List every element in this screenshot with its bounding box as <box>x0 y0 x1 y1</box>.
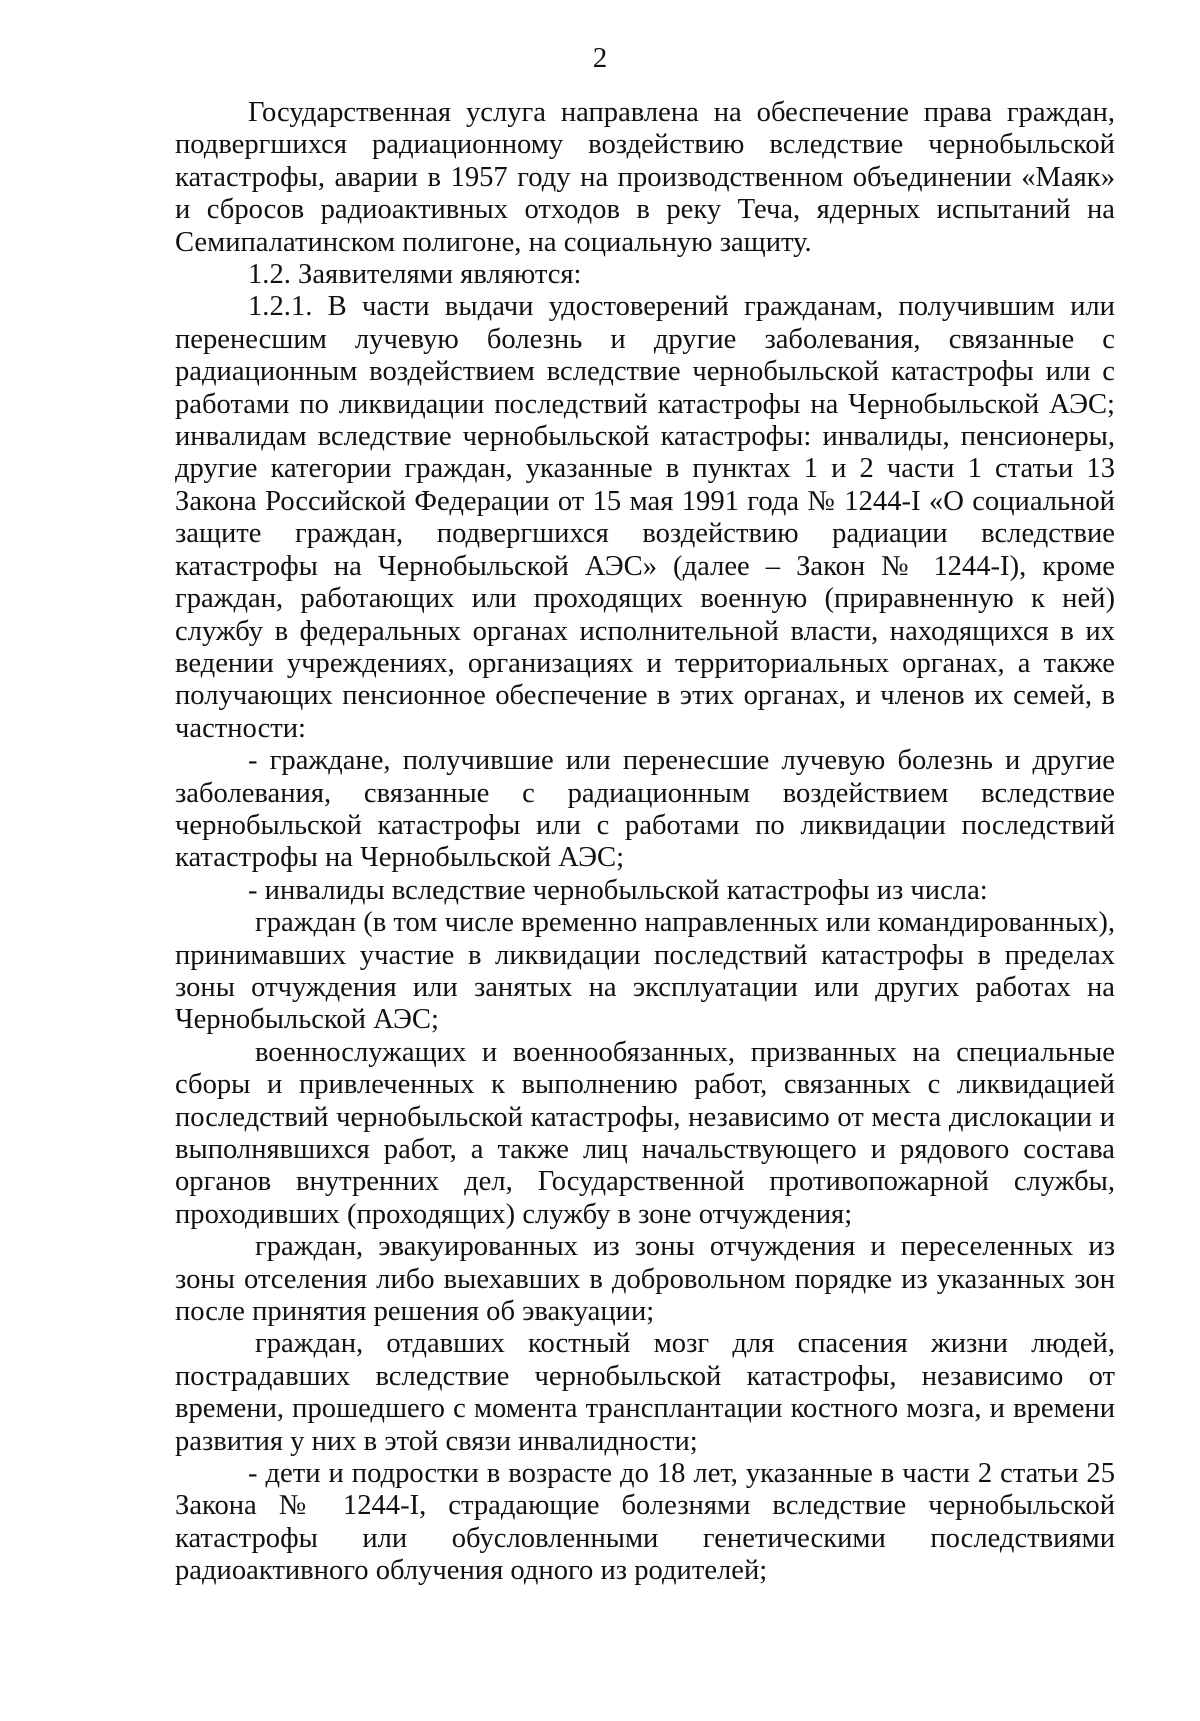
page-number: 2 <box>592 42 608 74</box>
paragraph-section-1-2: 1.2. Заявителями являются: <box>248 259 582 291</box>
sub-item-liquidators: граждан (в том числе временно направленных или командированных), принимавших участие в ликвидации последствий катастрофы в пределах зоны отчуждения или занятых на эксплуатации или других работах на Чернобыльской АЭС; <box>175 907 1115 1036</box>
sub-item-military: военнослужащих и военнообязанных, призванных на специальные сборы и привлеченных к выполнению работ, связанных с ликвидацией последствий чернобыльской катастрофы, независимо от места дислокации и выполнявшихся работ, а также лиц начальствующего и рядового состава органов внутренних дел, Государственной противопожарной службы, проходивших (проходящих) службу в зоне отчуждения; <box>175 1036 1115 1230</box>
list-item-radiation-sickness: - граждане, получившие или перенесшие лучевую болезнь и другие заболевания, связанные с радиационным воздействием вследствие чернобыльской катастрофы или с работами по ликвидации последствий катастрофы на Чернобыльской АЭС; <box>175 745 1115 874</box>
paragraph-purpose: Государственная услуга направлена на обеспечение права граждан, подвергшихся радиационному воздействию вследствие чернобыльской катастрофы, аварии в 1957 году на производственном объединении «Маяк» и сбросов радиоактивных отходов в реку Теча, ядерных испытаний на Семипалатинском полигоне, на социальную защиту. <box>175 97 1115 258</box>
list-item-disabled: - инвалиды вследствие чернобыльской катастрофы из числа: <box>248 874 988 906</box>
document-body <box>175 97 1115 1588</box>
list-item-children: - дети и подростки в возрасте до 18 лет, указанные в части 2 статьи 25 Закона № 1244-I, страдающие болезнями вследствие чернобыльской катастрофы или обусловленными генетическими последствиями радиоактивного облучения одного из родителей; <box>175 1458 1115 1587</box>
sub-item-evacuated: граждан, эвакуированных из зоны отчуждения и переселенных из зоны отселения либо выехавших в добровольном порядке из указанных зон после принятия решения об эвакуации; <box>175 1231 1115 1328</box>
sub-item-bone-marrow-donors: граждан, отдавших костный мозг для спасения жизни людей, пострадавших вследствие чернобыльской катастрофы, независимо от времени, прошедшего с момента трансплантации костного мозга, и времени развития у них в этой связи инвалидности; <box>175 1328 1115 1457</box>
paragraph-section-1-2-1: 1.2.1. В части выдачи удостоверений гражданам, получившим или перенесшим лучевую болезнь и другие заболевания, связанные с радиационным воздействием вследствие чернобыльской катастрофы или с работами по ликвидации последствий катастрофы на Чернобыльской АЭС; инвалидам вследствие чернобыльской катастрофы: инвалиды, пенсионеры, другие категории граждан, указанные в пунктах 1 и 2 части 1 статьи 13 Закона Российской Федерации от 15 мая 1991 года № 1244-I «О социальной защите граждан, подвергшихся воздействию радиации вследствие катастрофы на Чернобыльской АЭС» (далее – Закон № 1244-I), кроме граждан, работающих или проходящих военную (приравненную к ней) службу в федеральных органах исполнительной власти, находящихся в их ведении учреждениях, организациях и территориальных органах, а также получающих пенсионное обеспечение в этих органах, и членов их семей, в частности: <box>175 291 1115 744</box>
